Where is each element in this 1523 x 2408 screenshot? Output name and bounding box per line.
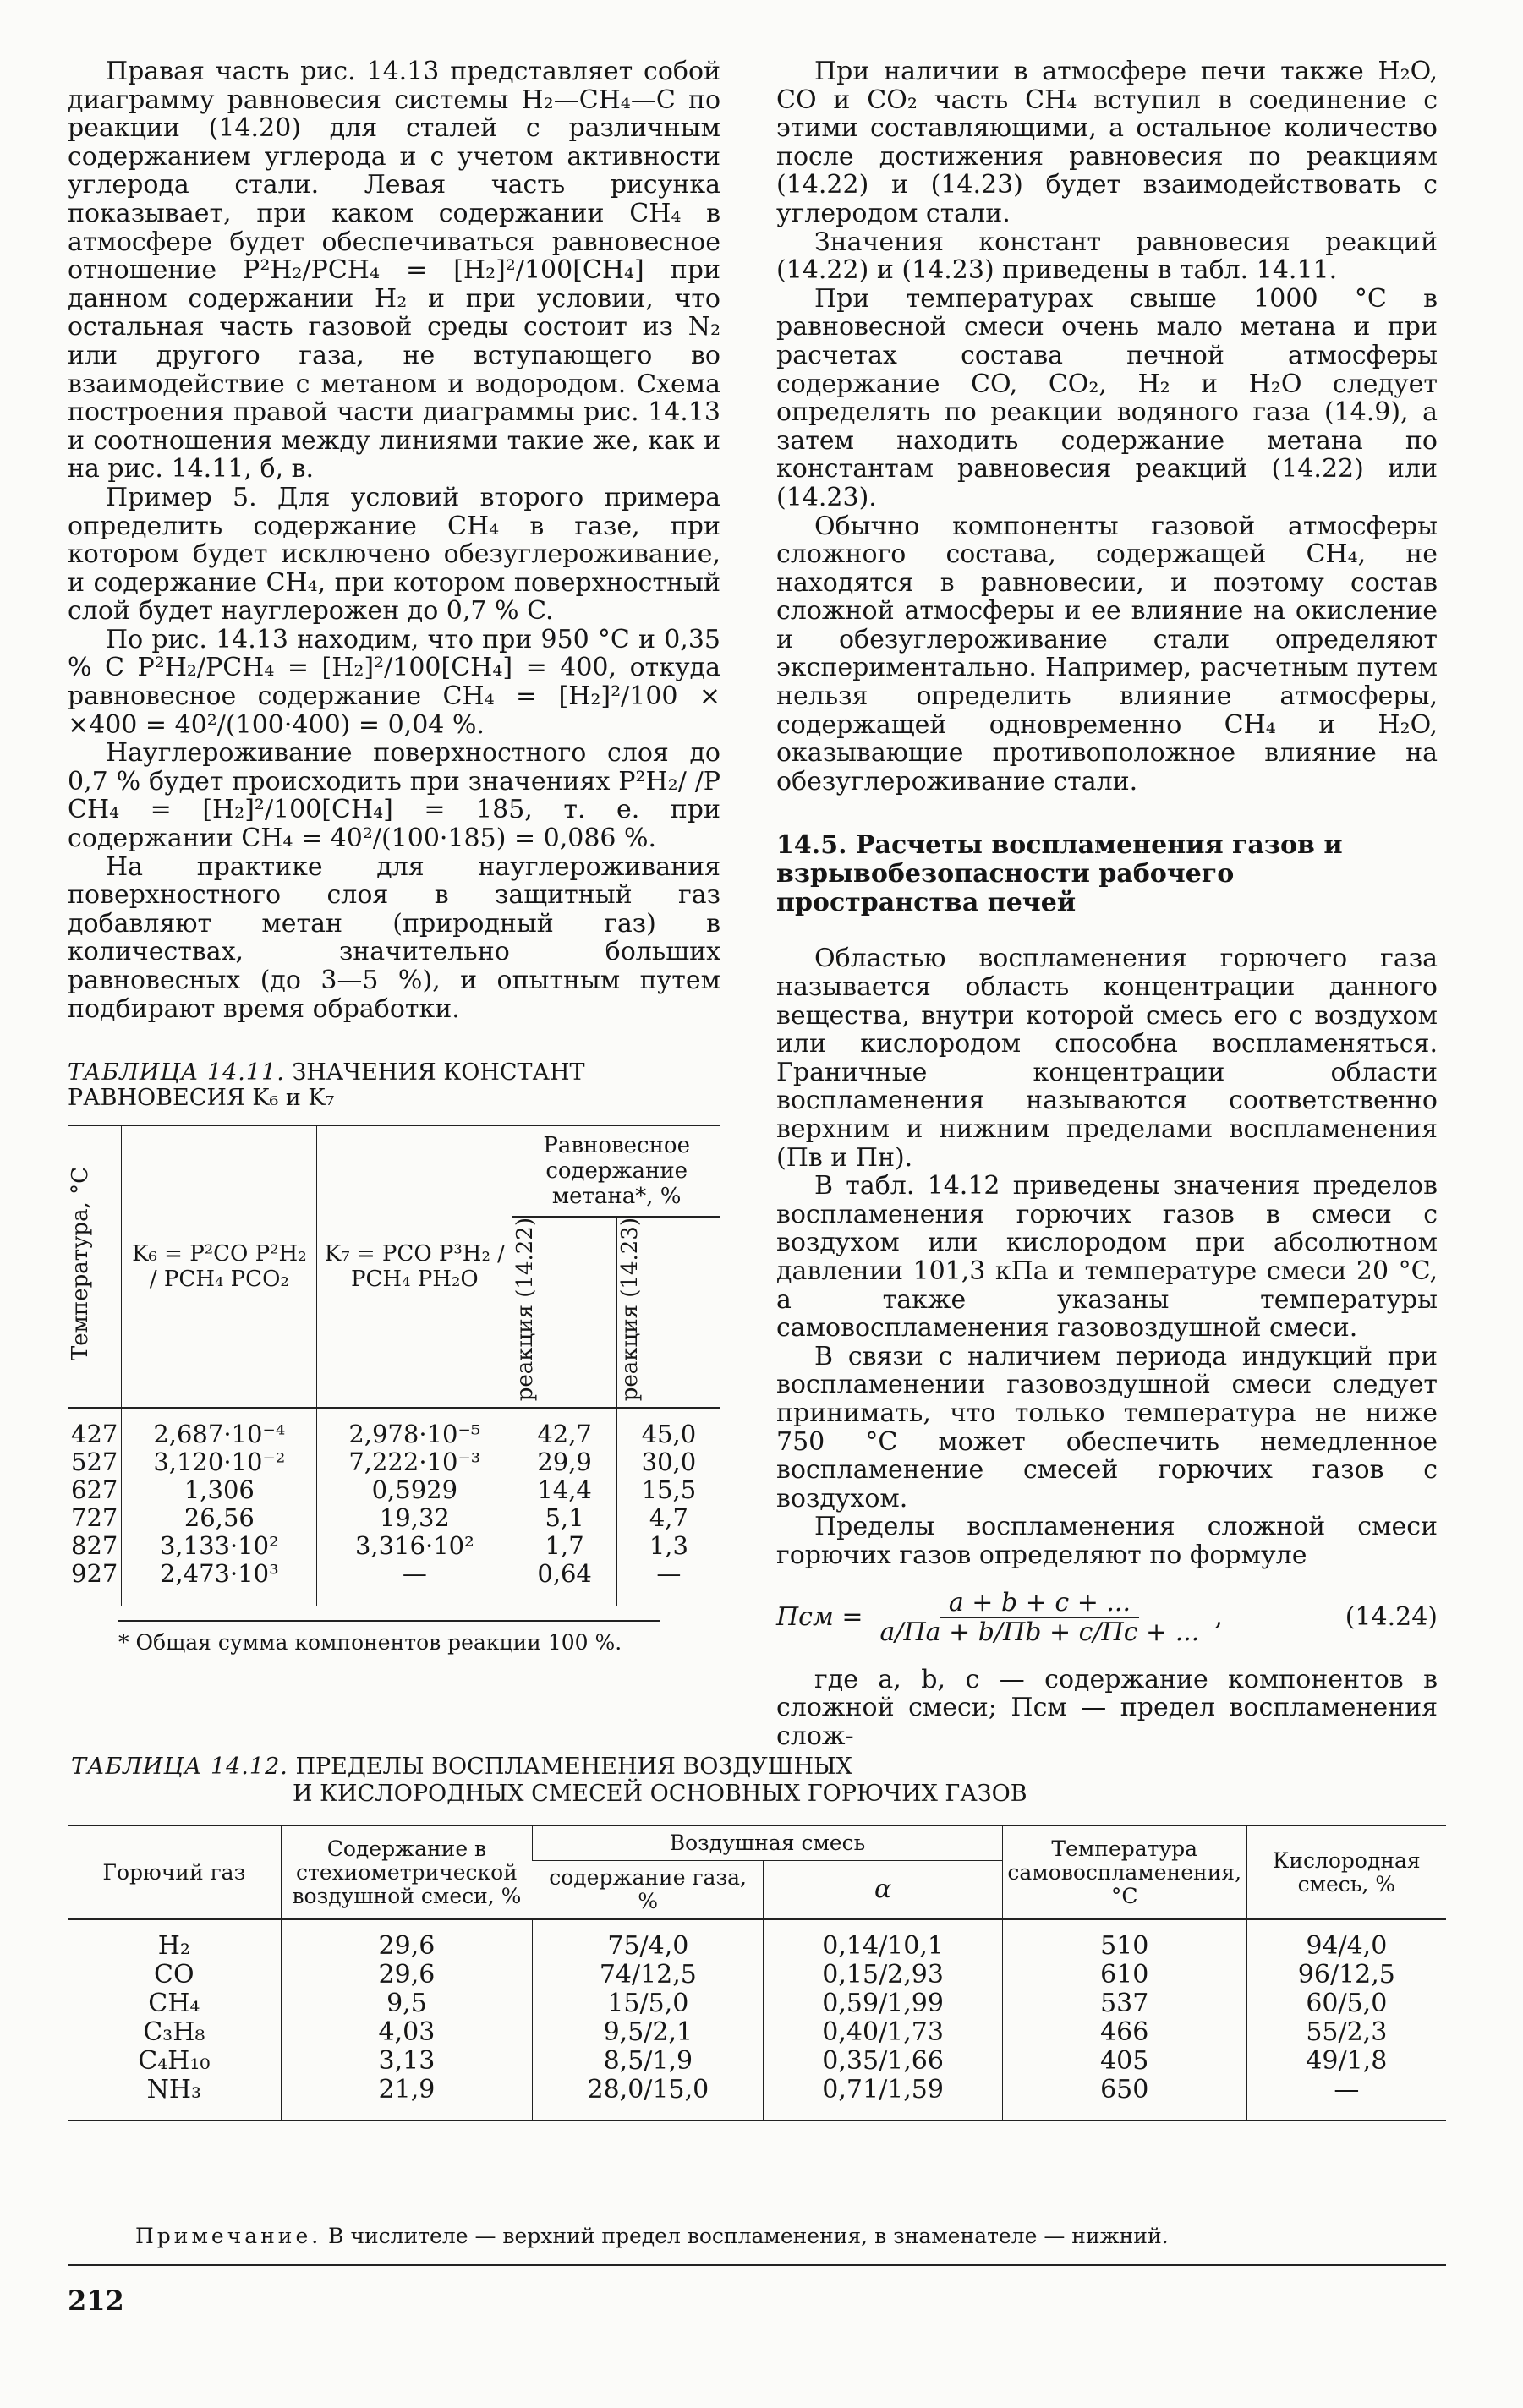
- cell: H₂: [157, 1931, 190, 1961]
- cell: 0,14/10,1: [764, 1919, 1002, 1961]
- cell: 0,71/1,59: [764, 2076, 1002, 2121]
- table-11-label: ТАБЛИЦА 14.11.: [68, 1059, 285, 1086]
- cell: 2,978·10⁻⁵: [317, 1408, 512, 1448]
- note-label: Примечание.: [135, 2224, 322, 2248]
- formula-denominator: a/Пa + b/Пb + c/Пc + ...: [879, 1617, 1200, 1648]
- table-11-title: ЗНАЧЕНИЯ КОНСТАНТ РАВНОВЕСИЯ K₆ и K₇: [68, 1059, 585, 1112]
- cell: 4,03: [281, 2018, 533, 2047]
- paragraph: Науглероживание поверхностного слоя до 0,7 % будет происходить при значениях P²H₂/ /P CH₄ = [H₂]²/100[CH₄] = 185, т. е. при содержании CH₄ = 40²/(100·185) = 0,086 %.: [68, 738, 720, 854]
- header-ignition-temp: Температура самовоспламенения, °C: [1002, 1825, 1246, 1919]
- cell: 3,13: [281, 2047, 533, 2076]
- cell: CH₄: [148, 1989, 200, 2018]
- formula-lhs: Псм =: [776, 1602, 863, 1633]
- header-oxygen: Кислородная смесь, %: [1246, 1825, 1446, 1919]
- table-12-note: [135, 2224, 1169, 2249]
- cell: 28,0/15,0: [533, 2076, 764, 2121]
- table-row: [68, 1448, 720, 1476]
- table-row: [68, 1504, 720, 1532]
- left-column: [68, 57, 720, 1656]
- cell: NH₃: [68, 2076, 281, 2121]
- table-11-caption: [68, 1060, 720, 1111]
- table-11: [68, 1125, 720, 1606]
- page-number: 212: [68, 2285, 124, 2317]
- header-reaction-1423: реакция (14.23): [616, 1217, 720, 1408]
- paragraph: Пределы воспламенения сложной смеси горючих газов определяют по формуле: [776, 1512, 1438, 1570]
- header-k7: K₇ = PCO P³H₂ / PCH₄ PH₂O: [317, 1125, 512, 1408]
- section-title: 14.5. Расчеты воспламенения газов и взрывобезопасности рабочего пространства печей: [776, 830, 1343, 918]
- formula-numerator: a + b + c + ...: [940, 1589, 1139, 1619]
- header-k6: K₆ = P²CO P²H₂ / PCH₄ PCO₂: [122, 1125, 317, 1408]
- table-row: [68, 1532, 720, 1560]
- paragraph: При температурах свыше 1000 °C в равновесной смеси очень мало метана и при расчетах состава печной атмосферы содержание CO, CO₂, H₂ и H₂O следует определять по реакции водяного газа (14.9), а затем находить содержание метана по константам равновесия реакций (14.22) или (14.23).: [776, 283, 1438, 512]
- table-row: [68, 1476, 720, 1504]
- header-stoich: Содержание в стехиометрической воздушной смеси, %: [281, 1825, 533, 1919]
- cell: 0,35/1,66: [764, 2047, 1002, 2076]
- header-air-content: содержание газа, %: [533, 1861, 764, 1920]
- cell: 8,5/1,9: [533, 2047, 764, 2076]
- cell: 29,6: [281, 1961, 533, 1989]
- cell: C₃H₈: [143, 2017, 205, 2047]
- cell: 9,5: [281, 1989, 533, 2018]
- cell: 0,15/2,93: [764, 1961, 1002, 1989]
- header-methane-group: Равновесное содержание метана*, %: [512, 1125, 720, 1217]
- cell: 15,5: [616, 1476, 720, 1504]
- cell: 3,316·10²: [317, 1532, 512, 1560]
- cell: 827: [71, 1531, 118, 1561]
- header-alpha: α: [764, 1861, 1002, 1920]
- cell: 1,306: [122, 1476, 317, 1504]
- table-row: [68, 1961, 1446, 1989]
- paragraph: При наличии в атмосфере печи также H₂O, CO и CO₂ часть CH₄ вступил в соединение с этими составляющими, а остальное количество после достижения равновесия по реакциям (14.22) и (14.23) будет взаимодействовать с углеродом стали.: [776, 57, 1438, 228]
- table-12-title-line1: ПРЕДЕЛЫ ВОСПЛАМЕНЕНИЯ ВОЗДУШНЫХ: [295, 1754, 852, 1780]
- right-column: [776, 57, 1438, 1750]
- cell: 650: [1002, 2076, 1246, 2121]
- paragraph: Обычно компоненты газовой атмосферы сложного состава, содержащей CH₄, не находятся в равновесии, и поэтому состав сложной атмосферы и ее влияние на окисление и обезуглероживание стали определяют экспериментально. Например, расчетным путем нельзя определить влияние атмосферы, содержащей одновременно CH₄ и H₂O, оказывающие противоположное влияние на обезуглероживание стали.: [776, 511, 1438, 796]
- cell: 4,7: [616, 1504, 720, 1532]
- table-12-label: ТАБЛИЦА 14.12.: [71, 1754, 288, 1780]
- cell: C₄H₁₀: [138, 2046, 211, 2076]
- cell: 0,59/1,99: [764, 1989, 1002, 2018]
- cell: —: [1246, 2076, 1446, 2121]
- cell: 19,32: [317, 1504, 512, 1532]
- paragraph: В табл. 14.12 приведены значения пределов воспламенения горючих газов в смеси с воздухом или кислородом при абсолютном давлении 101,3 кПа и температуре смеси 20 °C, а также указаны температуры самовоспламенения газовоздушной смеси.: [776, 1171, 1438, 1344]
- header-temperature: Температура, °C: [68, 1125, 122, 1408]
- cell: 5,1: [512, 1504, 616, 1532]
- cell: 29,6: [281, 1919, 533, 1961]
- header-air-group: Воздушная смесь: [533, 1825, 1003, 1861]
- cell: 3,133·10²: [122, 1532, 317, 1560]
- cell: 727: [71, 1503, 118, 1533]
- cell: 3,120·10⁻²: [122, 1448, 317, 1476]
- cell: 527: [71, 1448, 118, 1477]
- table-11-footnote: * Общая сумма компонентов реакции 100 %.: [118, 1620, 660, 1656]
- example-paragraph: Пример 5. Для условий второго примера определить содержание CH₄ в газе, при котором будет исключено обезуглероживание, и содержание CH₄, при котором поверхностный слой будет науглерожен до 0,7 % C.: [68, 482, 720, 627]
- cell: 74/12,5: [533, 1961, 764, 1989]
- table-12-caption: [71, 1754, 1441, 1808]
- cell: 75/4,0: [533, 1919, 764, 1961]
- cell: 610: [1002, 1961, 1246, 1989]
- cell: 26,56: [122, 1504, 317, 1532]
- paragraph: Областью воспламенения горючего газа называется область концентрации данного вещества, внутри которой смесь его с воздухом или кислородом способна воспламеняться. Граничные концентрации области воспламенения называются соответственно верхним и нижним пределами воспламенения (Пв и Пн).: [776, 944, 1438, 1173]
- cell: 42,7: [512, 1408, 616, 1448]
- cell: 94/4,0: [1246, 1919, 1446, 1961]
- table-12: [68, 1825, 1446, 2121]
- cell: 510: [1002, 1919, 1246, 1961]
- cell: 9,5/2,1: [533, 2018, 764, 2047]
- cell: —: [317, 1560, 512, 1606]
- cell: 0,5929: [317, 1476, 512, 1504]
- cell: 14,4: [512, 1476, 616, 1504]
- paragraph: В связи с наличием периода индукций при воспламенении газовоздушной смеси следует принимать, что только температура не ниже 750 °C может обеспечить немедленное воспламенение смесей горючих газов с воздухом.: [776, 1341, 1438, 1513]
- cell: 0,64: [512, 1560, 616, 1606]
- cell: CO: [154, 1960, 194, 1989]
- cell: 60/5,0: [1246, 1989, 1446, 2018]
- bottom-rule: [68, 2264, 1446, 2266]
- table-row: [68, 1919, 1446, 1961]
- header-reaction-1422: реакция (14.22): [512, 1217, 616, 1408]
- cell: 29,9: [512, 1448, 616, 1476]
- cell: 7,222·10⁻³: [317, 1448, 512, 1476]
- cell: 2,687·10⁻⁴: [122, 1408, 317, 1448]
- table-row: [68, 1560, 720, 1606]
- cell: 30,0: [616, 1448, 720, 1476]
- cell: 1,7: [512, 1532, 616, 1560]
- paragraph: На практике для науглероживания поверхностного слоя в защитный газ добавляют метан (природный газ) в количествах, значительно больших равновесных (до 3—5 %), и опытным путем подбирают время обработки.: [68, 851, 720, 1024]
- cell: 21,9: [281, 2076, 533, 2121]
- cell: 45,0: [616, 1408, 720, 1448]
- formula-number: (14.24): [1345, 1602, 1438, 1633]
- cell: 405: [1002, 2047, 1246, 2076]
- cell: 49/1,8: [1246, 2047, 1446, 2076]
- header-gas: Горючий газ: [68, 1825, 281, 1919]
- paragraph: По рис. 14.13 находим, что при 950 °C и 0,35 % C P²H₂/PCH₄ = [H₂]²/100[CH₄] = 400, откуда равновесное содержание CH₄ = [H₂]²/100 × ×400 = 40²/(100·400) = 0,04 %.: [68, 624, 720, 740]
- cell: 1,3: [616, 1532, 720, 1560]
- cell: 627: [71, 1475, 118, 1505]
- cell: 2,473·10³: [122, 1560, 317, 1606]
- cell: 55/2,3: [1246, 2018, 1446, 2047]
- cell: 427: [71, 1420, 118, 1449]
- cell: 96/12,5: [1246, 1961, 1446, 1989]
- paragraph: где a, b, c — содержание компонентов в сложной смеси; Псм — предел воспламенения слож-: [776, 1664, 1438, 1751]
- cell: 15/5,0: [533, 1989, 764, 2018]
- cell: 466: [1002, 2018, 1246, 2047]
- table-row: [68, 2047, 1446, 2076]
- formula-14-24: Псм = a + b + c + ... a/Пa + b/Пb + c/Пc + ... , (14.24): [776, 1587, 1438, 1648]
- table-row: [68, 1989, 1446, 2018]
- cell: 0,40/1,73: [764, 2018, 1002, 2047]
- cell: —: [616, 1560, 720, 1606]
- paragraph: Правая часть рис. 14.13 представляет собой диаграмму равновесия системы H₂—CH₄—C по реакции (14.20) для сталей с различным содержанием углерода и с учетом активности углерода стали. Левая часть рисунка показывает, при каком содержании CH₄ в атмосфере будет обеспечиваться равновесное отношение P²H₂/PCH₄ = [H₂]²/100[CH₄] при данном содержании H₂ и при условии, что остальная часть газовой среды состоит из N₂ или другого газа, не вступающего во взаимодействие с метаном и водородом. Схема построения правой части диаграммы рис. 14.13 и соотношения между линиями такие же, как и на рис. 14.11, б, в.: [68, 57, 720, 484]
- table-row: [68, 1408, 720, 1448]
- cell: 927: [71, 1559, 118, 1589]
- formula-fraction: [872, 1589, 1208, 1647]
- table-row: [68, 2018, 1446, 2047]
- note-text: В числителе — верхний предел воспламенения, в знаменателе — нижний.: [328, 2224, 1169, 2248]
- paragraph: Значения констант равновесия реакций (14.22) и (14.23) приведены в табл. 14.11.: [776, 227, 1438, 286]
- cell: 537: [1002, 1989, 1246, 2018]
- table-row: [68, 2076, 1446, 2121]
- table-12-title-line2: И КИСЛОРОДНЫХ СМЕСЕЙ ОСНОВНЫХ ГОРЮЧИХ ГАЗОВ: [293, 1781, 1027, 1807]
